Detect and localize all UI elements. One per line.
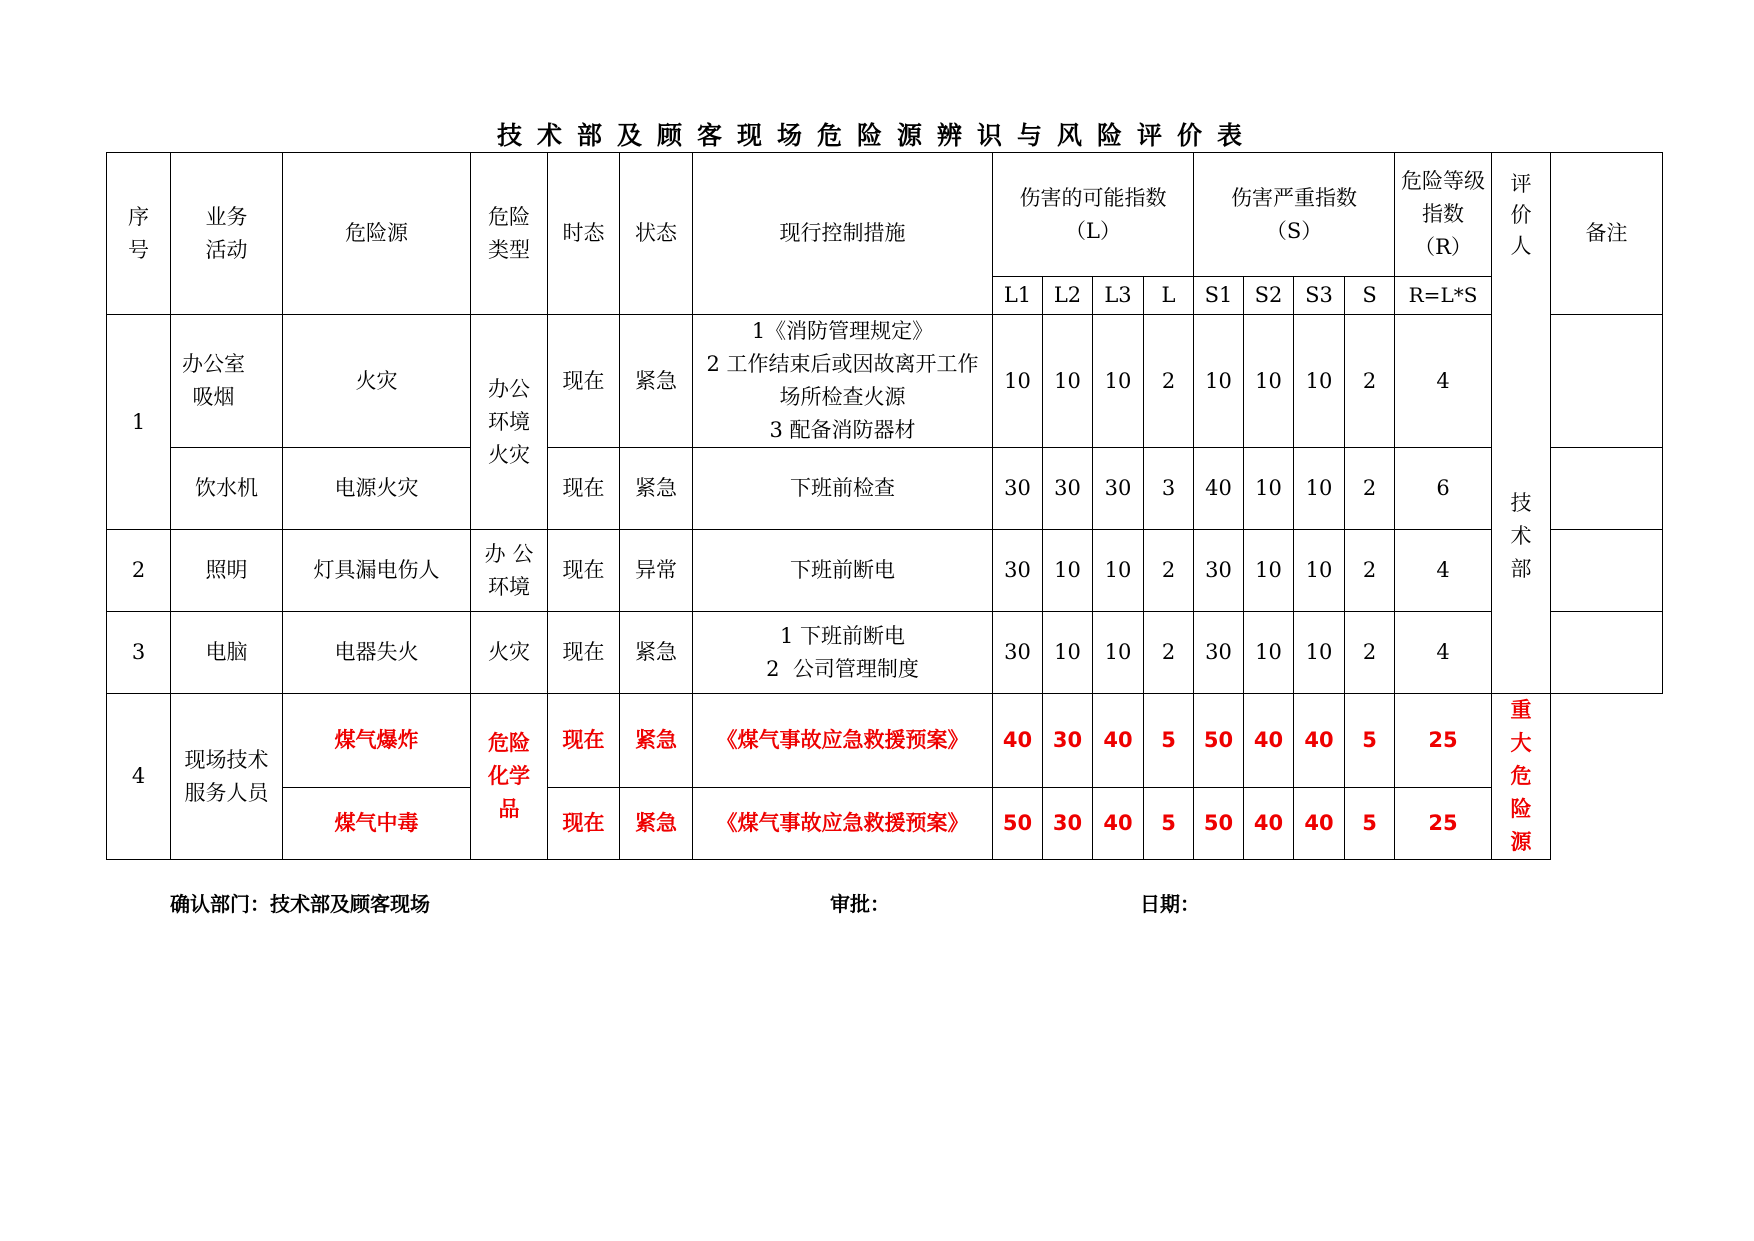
header-remark: 备注 [1551, 153, 1663, 315]
row-r: 25 [1395, 694, 1492, 788]
row-remark [1551, 448, 1663, 530]
row-hazard: 灯具漏电伤人 [283, 530, 471, 612]
row-hazard: 煤气爆炸 [283, 694, 471, 788]
row-l1: 50 [993, 787, 1043, 859]
header-state: 状态 [620, 153, 693, 315]
header-s: S [1345, 277, 1395, 315]
row-s2: 10 [1244, 448, 1294, 530]
footer-approval: 审批： [830, 892, 890, 916]
row-hazard-type: 危险化学品 [471, 694, 548, 860]
control-line: 下班前检查 [790, 476, 895, 500]
header-hazard: 危险源 [283, 153, 471, 315]
header-s1: S1 [1194, 277, 1244, 315]
row-control [693, 694, 993, 788]
row-r: 4 [1395, 315, 1492, 448]
row-l3: 10 [1093, 530, 1144, 612]
control-line: 下班前断电 [790, 558, 895, 582]
control-line: 2 公司管理制度 [766, 656, 919, 681]
row-l1: 30 [993, 448, 1043, 530]
header-evaluator: 评价人 [1510, 171, 1532, 258]
row-seq: 4 [107, 694, 171, 860]
row-s3: 40 [1294, 694, 1345, 788]
row-r: 6 [1395, 448, 1492, 530]
row-control [693, 315, 993, 448]
header-l1: L1 [993, 277, 1043, 315]
row-control [693, 787, 993, 859]
row-l2: 10 [1043, 612, 1093, 694]
control-line: 3 配备消防器材 [769, 418, 916, 442]
row-seq: 3 [107, 612, 171, 694]
row-s: 2 [1345, 448, 1395, 530]
row-s: 5 [1345, 787, 1395, 859]
row-state: 紧急 [620, 787, 693, 859]
row-s: 5 [1345, 694, 1395, 788]
row-l1: 30 [993, 530, 1043, 612]
row-r: 25 [1395, 787, 1492, 859]
header-hazard-type: 危险类型 [471, 153, 548, 315]
row-activity: 照明 [171, 530, 283, 612]
row-r: 4 [1395, 530, 1492, 612]
row-seq: 2 [107, 530, 171, 612]
control-line: 1 下班前断电 [779, 623, 906, 648]
row-remark [1551, 315, 1663, 448]
row-remark [1551, 612, 1663, 694]
row-s1: 30 [1194, 530, 1244, 612]
row-l2: 30 [1043, 448, 1093, 530]
row-s: 2 [1345, 530, 1395, 612]
row-s2: 40 [1244, 694, 1294, 788]
header-l: L [1144, 277, 1194, 315]
row-s1: 30 [1194, 612, 1244, 694]
row-hazard: 电源火灾 [283, 448, 471, 530]
row-hazard-type: 办公环境火灾 [471, 315, 548, 530]
table-row [107, 530, 1663, 612]
control-line: 《煤气事故应急救援预案》 [716, 810, 969, 835]
row-l3: 30 [1093, 448, 1144, 530]
row-l1: 10 [993, 315, 1043, 448]
header-s3: S3 [1294, 277, 1345, 315]
row-l: 5 [1144, 787, 1194, 859]
header-seq: 序号 [107, 153, 171, 315]
row-s3: 40 [1294, 787, 1345, 859]
header-risk-level: 危险等级指数（R） [1395, 153, 1492, 277]
row-s3: 10 [1294, 530, 1345, 612]
row-s2: 10 [1244, 612, 1294, 694]
row-s: 2 [1345, 612, 1395, 694]
row-tense: 现在 [548, 448, 620, 530]
row-tense: 现在 [548, 612, 620, 694]
header-l2: L2 [1043, 277, 1093, 315]
row-s2: 10 [1244, 315, 1294, 448]
row-state: 异常 [620, 530, 693, 612]
header-severity: 伤害严重指数（S） [1194, 153, 1395, 277]
page-title: 技术部及顾客现场危险源辨识与风险评价表 [496, 121, 1257, 150]
row-s3: 10 [1294, 315, 1345, 448]
row-hazard: 电器失火 [283, 612, 471, 694]
header-activity: 业务活动 [171, 153, 283, 315]
row-l1: 30 [993, 612, 1043, 694]
row-remark [1551, 530, 1663, 612]
evaluator-column [1492, 153, 1551, 694]
evaluator-value: 技术部 [1510, 491, 1532, 581]
header-s2: S2 [1244, 277, 1294, 315]
row-tense: 现在 [548, 315, 620, 448]
control-line: 1《消防管理规定》 [751, 319, 934, 343]
row-s1: 40 [1194, 448, 1244, 530]
row-s: 2 [1345, 315, 1395, 448]
row-tense: 现在 [548, 787, 620, 859]
row-control [693, 612, 993, 694]
row-l1: 40 [993, 694, 1043, 788]
row-hazard-type: 办 公环境 [471, 530, 548, 612]
row-hazard: 火灾 [283, 315, 471, 448]
row-state: 紧急 [620, 315, 693, 448]
control-line: 《煤气事故应急救援预案》 [716, 727, 969, 752]
row-s3: 10 [1294, 448, 1345, 530]
row-tense: 现在 [548, 694, 620, 788]
row-l: 2 [1144, 612, 1194, 694]
row-l2: 30 [1043, 694, 1093, 788]
row-l: 5 [1144, 694, 1194, 788]
row-l: 3 [1144, 448, 1194, 530]
row-s1: 50 [1194, 694, 1244, 788]
row-l3: 10 [1093, 612, 1144, 694]
table-row [107, 612, 1663, 694]
header-tense: 时态 [548, 153, 620, 315]
row-l3: 40 [1093, 694, 1144, 788]
header-likelihood: 伤害的可能指数（L） [993, 153, 1194, 277]
row-r: 4 [1395, 612, 1492, 694]
row-activity: 现场技术服务人员 [171, 694, 283, 860]
footer-confirm-department: 确认部门：技术部及顾客现场 [170, 892, 430, 916]
row-l2: 10 [1043, 315, 1093, 448]
row-l: 2 [1144, 530, 1194, 612]
row-l: 2 [1144, 315, 1194, 448]
row-activity: 电脑 [171, 612, 283, 694]
row-activity: 饮水机 [171, 448, 283, 530]
row-s1: 10 [1194, 315, 1244, 448]
header-control: 现行控制措施 [693, 153, 993, 315]
row-remark: 重大危险源 [1492, 694, 1551, 860]
risk-assessment-table [106, 152, 1663, 860]
row-l3: 10 [1093, 315, 1144, 448]
footer-date: 日期： [1140, 892, 1200, 916]
table-row [107, 448, 1663, 530]
table-row [107, 787, 1663, 859]
control-line: 2 工作结束后或因故离开工作场所检查火源 [706, 352, 979, 409]
row-control [693, 530, 993, 612]
table-row [107, 315, 1663, 448]
row-seq: 1 [107, 315, 171, 530]
header-r: R=L*S [1395, 277, 1492, 315]
row-activity: 办公室吸烟 [171, 315, 283, 448]
row-state: 紧急 [620, 694, 693, 788]
row-l3: 40 [1093, 787, 1144, 859]
row-state: 紧急 [620, 448, 693, 530]
row-control [693, 448, 993, 530]
row-s2: 10 [1244, 530, 1294, 612]
row-hazard-type: 火灾 [471, 612, 548, 694]
table-row [107, 694, 1663, 788]
row-s2: 40 [1244, 787, 1294, 859]
header-l3: L3 [1093, 277, 1144, 315]
header-row [107, 153, 1663, 277]
row-s1: 50 [1194, 787, 1244, 859]
row-hazard: 煤气中毒 [283, 787, 471, 859]
row-state: 紧急 [620, 612, 693, 694]
row-l2: 30 [1043, 787, 1093, 859]
row-s3: 10 [1294, 612, 1345, 694]
row-l2: 10 [1043, 530, 1093, 612]
row-tense: 现在 [548, 530, 620, 612]
